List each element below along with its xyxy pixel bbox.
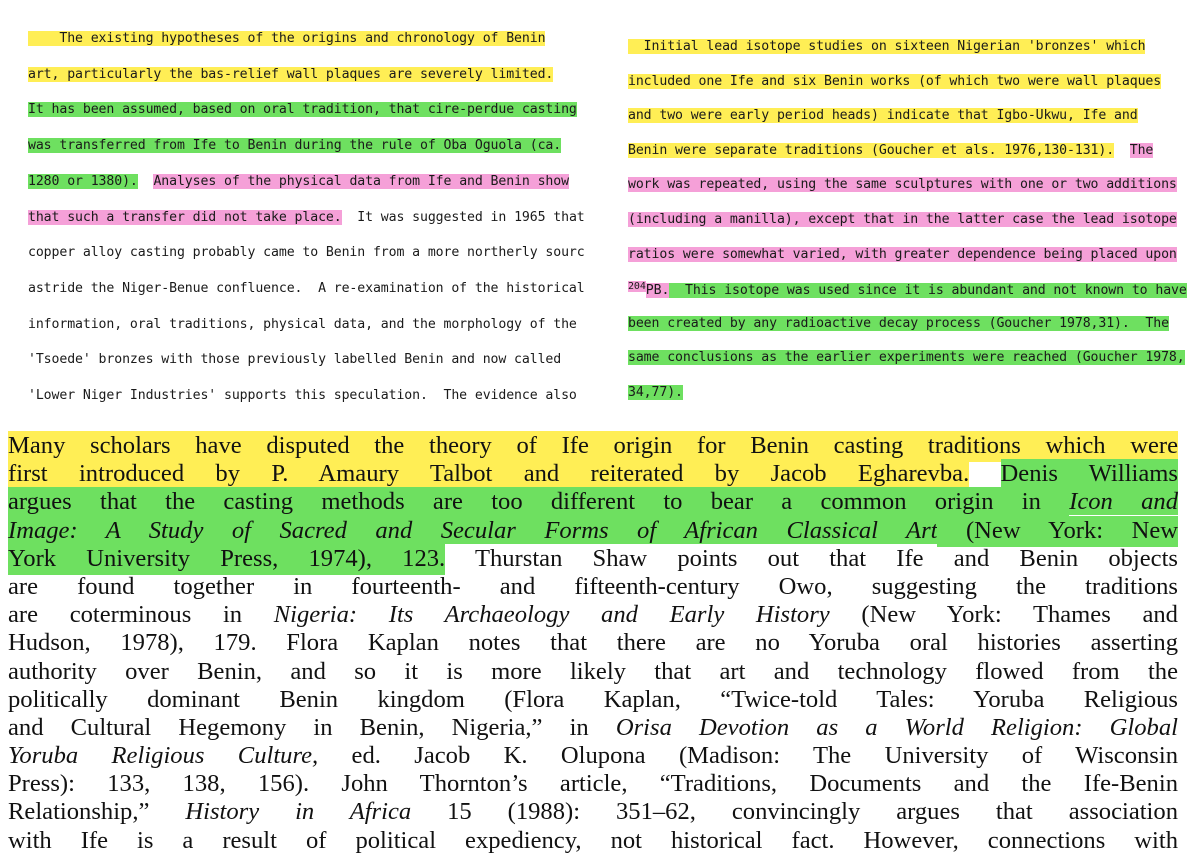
text-segment: with Ife is a result of political expediency, not historical fact. However, connections with: [8, 826, 1178, 854]
text-line: [28, 317, 577, 332]
text-segment: Yoruba Religious Culture,: [8, 742, 319, 770]
text-segment: Nigeria: Its Archaeology and Early History: [273, 601, 830, 629]
text-segment: It was suggested in 1965 that: [341, 209, 585, 225]
text-segment: 'Tsoede' bronzes with those previously labelled Benin and now called: [28, 352, 562, 368]
text-segment: astride the Niger-Benue confluence. A re-examination of the historical: [28, 280, 585, 296]
highlighted-text: Image: A Study of Sacred and Secular Forms of African Classical Art: [8, 516, 938, 544]
text-segment: Press): 133, 138, 156). John Thornton’s article, “Traditions, Documents and the Ife-Benin: [8, 770, 1178, 798]
text-line: [8, 488, 1178, 516]
highlighted-text: same conclusions as the earlier experiments were reached (Goucher 1978,: [628, 350, 1185, 366]
highlighted-text: 34,77).: [628, 385, 683, 400]
text-line: [628, 177, 1177, 192]
text-line: [628, 108, 1138, 123]
text-segment: (New York: Thames and: [829, 601, 1178, 629]
highlighted-text: (New York: New: [937, 516, 1178, 547]
text-line: [8, 545, 1178, 573]
highlighted-text: ratios were somewhat varied, with greater dependence being placed upon: [628, 246, 1177, 262]
text-line: [628, 143, 1153, 158]
highlighted-text: included one Ife and six Benin works (of which two were wall plaques: [628, 73, 1162, 89]
text-line: [8, 629, 1178, 657]
highlighted-text: The existing hypotheses of the origins and chronology of Benin: [28, 31, 546, 46]
text-line: [8, 714, 1178, 742]
highlighted-text: art, particularly the bas-relief wall plaques are severely limited.: [28, 66, 554, 82]
text-line: [628, 247, 1177, 262]
text-segment: Hudson, 1978), 179. Flora Kaplan notes that there are no Yoruba oral histories asserting: [8, 629, 1178, 657]
highlighted-text: (including a manilla), except that in the latter case the lead isotope: [628, 212, 1177, 227]
highlighted-text: first introduced by P. Amaury Talbot and reiterated by Jacob Egharevba.: [8, 459, 969, 490]
text-line: [8, 432, 1178, 460]
text-line: [8, 517, 1178, 545]
text-line: [28, 174, 569, 189]
highlighted-text: that such a transfer did not take place.: [28, 209, 342, 225]
highlighted-text: argues that the casting methods are too different to bear a common origin in: [8, 487, 1069, 518]
text-segment: authority over Benin, and so it is more likely that art and technology flowed from the: [8, 657, 1178, 685]
highlighted-text: PB.: [645, 283, 670, 299]
text-segment: Orisa Devotion as a World Religion: Global: [615, 713, 1178, 741]
text-line: [28, 138, 561, 153]
text-line: [8, 770, 1178, 798]
text-segment: [1114, 143, 1130, 158]
text-segment: copper alloy casting probably came to Benin from a more northerly sourc: [28, 245, 585, 261]
highlighted-text: was transferred from Ife to Benin during the rule of Oba Oguola (ca.: [28, 138, 562, 154]
text-line: [628, 212, 1177, 227]
text-line: [628, 74, 1161, 89]
highlighted-text: It has been assumed, based on oral tradition, that cire-perdue casting: [28, 102, 577, 118]
printed-footnote-excerpt: [8, 432, 1178, 855]
text-line: [28, 245, 585, 260]
text-line: [8, 460, 1178, 488]
text-line: [28, 210, 585, 225]
text-segment: History in Africa: [185, 798, 412, 826]
highlighted-text: Denis Williams: [1001, 459, 1178, 490]
text-segment: 15 (1988): 351–62, convincingly argues that association: [411, 798, 1178, 826]
text-line: [8, 601, 1178, 629]
typewritten-excerpt-left: [28, 0, 613, 410]
text-line: [28, 352, 561, 367]
text-segment: 'Lower Niger Industries' supports this speculation. The evidence also: [28, 388, 577, 403]
text-line: [628, 281, 1187, 298]
highlighted-text: Icon and: [1069, 488, 1178, 516]
highlighted-text: Initial lead isotope studies on sixteen Nigerian 'bronzes' which: [628, 39, 1146, 54]
highlighted-text: Many scholars have disputed the theory of Ife origin for Benin casting traditions which were: [8, 431, 1178, 462]
text-segment: politically dominant Benin kingdom (Flora Kaplan, “Twice-told Tales: Yoruba Religious: [8, 685, 1178, 713]
text-line: [8, 798, 1178, 826]
text-line: [28, 31, 545, 46]
highlighted-text: Analyses of the physical data from Ife and Benin show: [153, 173, 569, 189]
text-line: [8, 686, 1178, 714]
typewritten-excerpt-right: [628, 0, 1200, 410]
text-line: [8, 742, 1178, 770]
highlighted-text: Benin were separate traditions (Goucher et als. 1976,130-131).: [628, 142, 1115, 158]
text-segment: ed. Jacob K. Olupona (Madison: The University of Wisconsin: [318, 742, 1178, 770]
highlighted-text: and two were early period heads) indicate that Igbo-Ukwu, Ife and: [628, 108, 1138, 124]
text-segment: are found together in fourteenth- and fifteenth-century Owo, suggesting the traditions: [8, 572, 1178, 600]
highlighted-text: York University Press, 1974), 123.: [8, 544, 445, 575]
text-line: [628, 350, 1185, 365]
text-segment: Thurstan Shaw points out that Ife and Benin objects: [445, 544, 1178, 572]
text-segment: [969, 460, 1000, 487]
highlighted-text: been created by any radioactive decay process (Goucher 1978,31). The: [628, 315, 1169, 331]
highlighted-text: 204: [628, 281, 646, 293]
text-line: [628, 316, 1169, 331]
text-line: [28, 102, 577, 117]
text-segment: and Cultural Hegemony in Benin, Nigeria,” in: [8, 713, 616, 741]
highlighted-text: work was repeated, using the same sculptures with one or two additions: [628, 177, 1177, 193]
text-segment: information, oral traditions, physical data, and the morphology of the: [28, 316, 577, 332]
text-line: [8, 573, 1178, 601]
highlighted-text: This isotope was used since it is abundant and not known to have: [669, 283, 1187, 299]
text-line: [628, 385, 683, 400]
highlighted-text: The: [1129, 142, 1154, 158]
text-line: [8, 658, 1178, 686]
text-line: [28, 281, 585, 296]
text-line: [628, 39, 1145, 54]
highlighted-text: 1280 or 1380).: [28, 173, 138, 189]
text-line: [28, 388, 577, 403]
text-segment: Relationship,”: [8, 798, 186, 826]
text-segment: [138, 174, 154, 189]
text-segment: are coterminous in: [8, 601, 274, 629]
text-line: [28, 67, 553, 82]
